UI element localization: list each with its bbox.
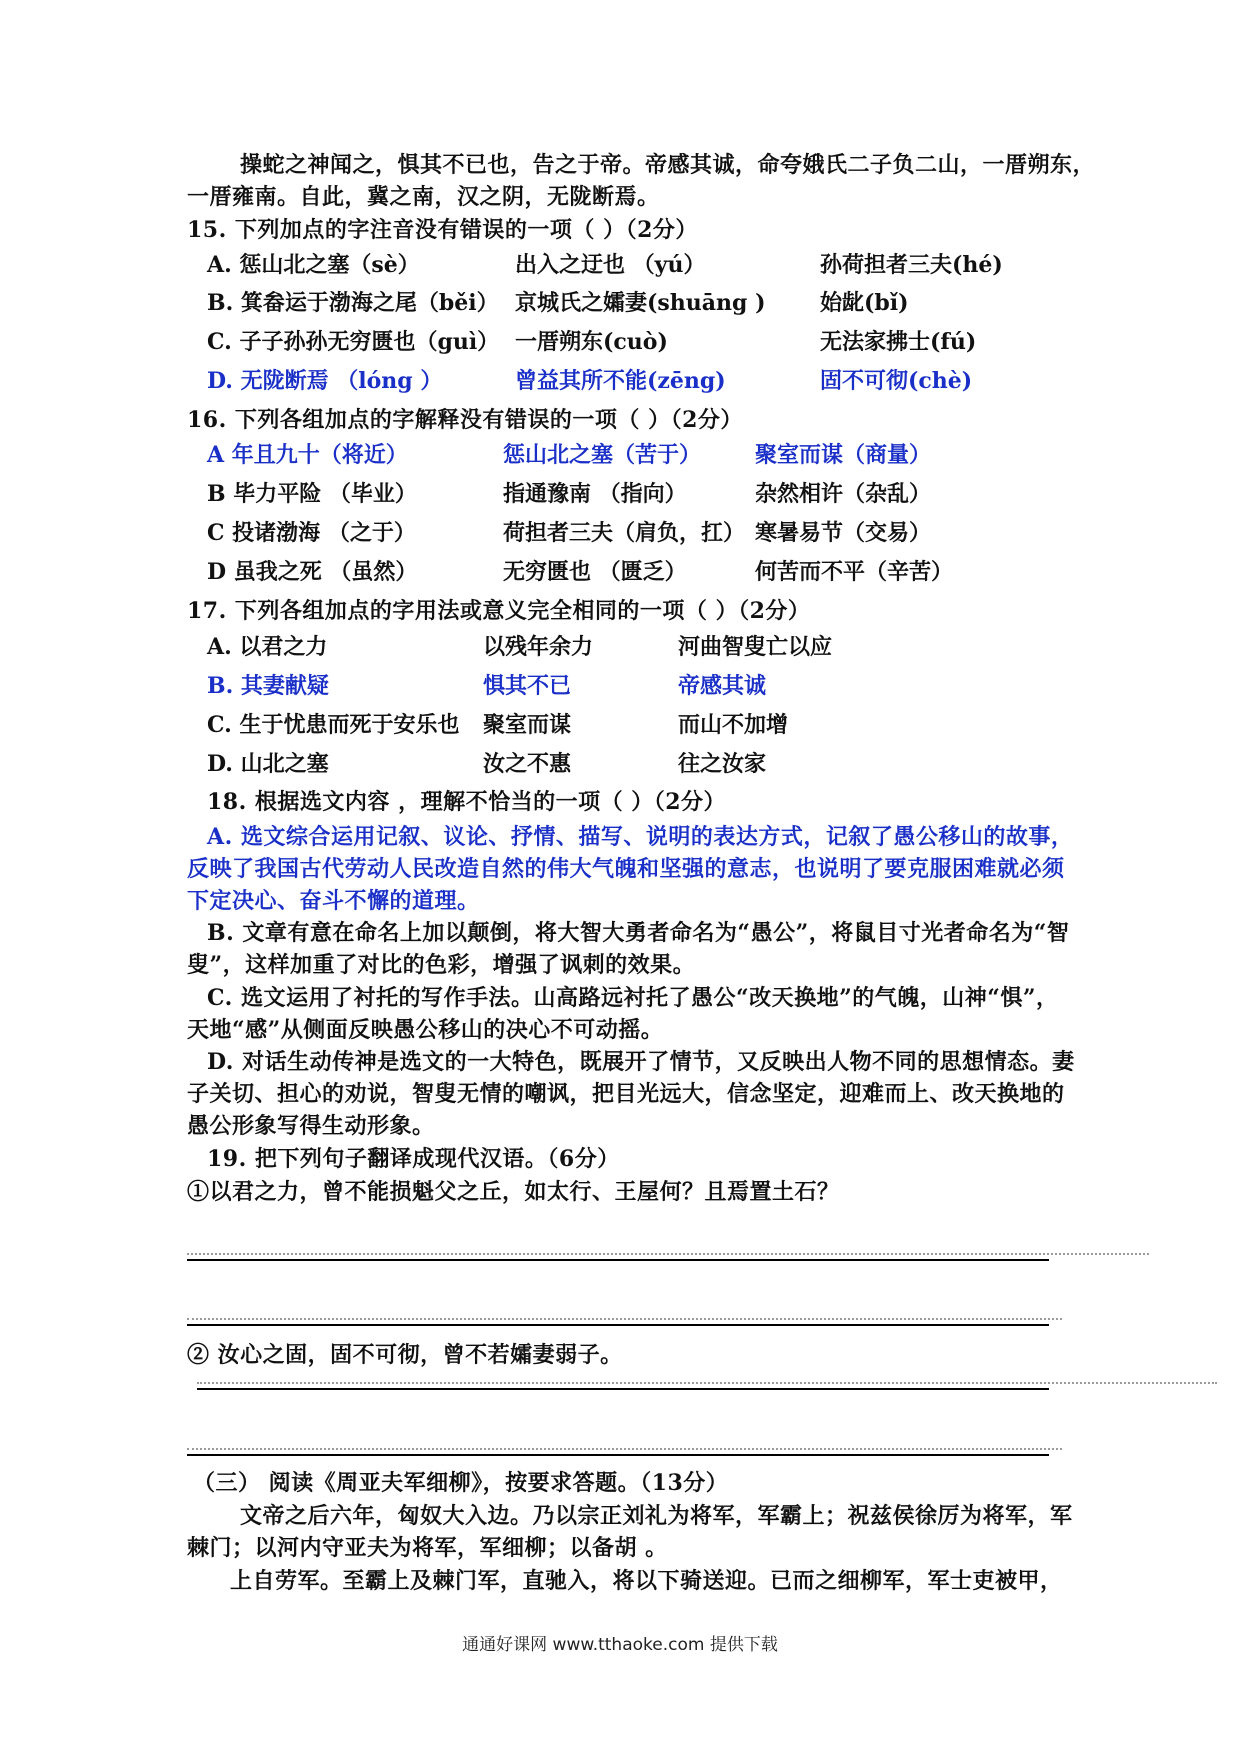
q18-a-line-2: 反映了我国古代劳动人民改造自然的伟大气魄和坚强的意志，也说明了要克服困难就必须: [187, 856, 1065, 882]
answer-guide-dots: [187, 1318, 1062, 1320]
q17-a-2: 以残年余力: [483, 634, 594, 660]
q15-c-2: 一厝朔东(cuò): [515, 329, 668, 355]
q17-c-3: 而山不加增: [678, 712, 789, 738]
answer-guide-dots: [197, 1382, 1217, 1384]
q16-a-3: 聚室而谋（商量）: [755, 442, 932, 468]
q16-b-1: B 毕力平险 （毕业）: [207, 481, 417, 507]
q18-stem: 18. 根据选文内容 ，理解不恰当的一项（ ）（2分）: [207, 789, 727, 815]
section-3-line-1: 文帝之后六年，匈奴大入边。乃以宗正刘礼为将军，军霸上；祝兹侯徐厉为将军，军: [240, 1503, 1073, 1529]
answer-line-4[interactable]: [187, 1454, 1049, 1456]
q17-d-1: D. 山北之塞: [207, 751, 329, 777]
q16-d-1: D 虽我之死 （虽然）: [207, 559, 418, 585]
q18-a-line-1: A. 选文综合运用记叙、议论、抒情、描写、说明的表达方式，记叙了愚公移山的故事，: [207, 824, 1074, 850]
q16-c-2: 荷担者三夫（肩负，扛）: [503, 520, 746, 546]
q18-c-line-1: C. 选文运用了衬托的写作手法。山高路远衬托了愚公“改天换地”的气魄，山神“惧”，: [207, 985, 1059, 1011]
answer-guide-dots: [187, 1253, 1149, 1255]
q16-c-3: 寒暑易节（交易）: [755, 520, 932, 546]
q17-a-1: A. 以君之力: [207, 634, 328, 660]
q17-b-2: 惧其不已: [483, 673, 572, 699]
q15-a-1: A. 惩山北之塞（sè）: [207, 252, 420, 278]
q17-d-2: 汝之不惠: [483, 751, 572, 777]
q17-stem: 17. 下列各组加点的字用法或意义完全相同的一项（ ）（2分）: [187, 598, 811, 624]
q17-d-3: 往之汝家: [678, 751, 767, 777]
q16-a-2: 惩山北之塞（苦于）: [503, 442, 702, 468]
q18-b-line-2: 叟”，这样加重了对比的色彩，增强了讽刺的效果。: [187, 952, 696, 978]
q15-stem: 15. 下列加点的字注音没有错误的一项（ ）（2分）: [187, 217, 698, 243]
answer-guide-dots: [187, 1448, 1062, 1450]
q16-c-1: C 投诸渤海 （之于）: [207, 520, 416, 546]
q15-b-1: B. 箕畚运于渤海之尾（běi）: [207, 290, 499, 316]
q19-sentence-2: ② 汝心之固，固不可彻，曾不若孀妻弱子。: [187, 1342, 623, 1368]
section-3-line-3: 上自劳军。至霸上及棘门军，直驰入，将以下骑送迎。已而之细柳军，军士吏被甲，: [230, 1568, 1063, 1594]
q18-d-line-1: D. 对话生动传神是选文的一大特色，既展开了情节，又反映出人物不同的思想情态。妻: [207, 1049, 1075, 1075]
q17-a-3: 河曲智叟亡以应: [678, 634, 833, 660]
section-3-heading: （三） 阅读《周亚夫军细柳》，按要求答题。（13分）: [193, 1470, 729, 1496]
section-3-line-2: 棘门；以河内守亚夫为将军，军细柳；以备胡 。: [187, 1535, 668, 1561]
q17-b-3: 帝感其诚: [678, 673, 767, 699]
q16-b-2: 指通豫南 （指向）: [503, 481, 687, 507]
q15-b-3: 始龀(bǐ): [820, 290, 909, 316]
q17-c-1: C. 生于忧患而死于安乐也: [207, 712, 460, 738]
q18-c-line-2: 天地“感”从侧面反映愚公移山的决心不可动摇。: [187, 1017, 664, 1043]
q18-b-line-1: B. 文章有意在命名上加以颠倒，将大智大勇者命名为“愚公”，将鼠目寸光者命名为“智: [207, 920, 1070, 946]
q16-d-3: 何苦而不平（辛苦）: [755, 559, 954, 585]
q18-d-line-2: 子关切、担心的劝说，智叟无情的嘲讽，把目光远大，信念坚定，迎难而上、改天换地的: [187, 1081, 1065, 1107]
q15-a-3: 孙荷担者三夫(hé): [820, 252, 1003, 278]
answer-line-3[interactable]: [197, 1388, 1049, 1390]
q19-sentence-1: ①以君之力，曾不能损魁父之丘，如太行、王屋何？且焉置土石？: [187, 1179, 840, 1205]
q15-b-2: 京城氏之孀妻(shuāng ): [515, 290, 766, 316]
q19-stem: 19. 把下列句子翻译成现代汉语。（6分）: [207, 1146, 620, 1172]
q15-a-2: 出入之迂也 （yú）: [515, 252, 706, 278]
q15-d-3: 固不可彻(chè): [820, 368, 973, 394]
q17-b-1: B. 其妻献疑: [207, 673, 329, 699]
passage-line-2: 一厝雍南。自此，冀之南，汉之阴，无陇断焉。: [187, 184, 660, 210]
q16-stem: 16. 下列各组加点的字解释没有错误的一项（ ）（2分）: [187, 407, 743, 433]
answer-line-1[interactable]: [187, 1259, 1049, 1261]
q18-a-line-3: 下定决心、奋斗不懈的道理。: [187, 888, 480, 914]
q18-d-line-3: 愚公形象写得生动形象。: [187, 1113, 435, 1139]
q16-d-2: 无穷匮也 （匮乏）: [503, 559, 687, 585]
q15-d-1: D. 无陇断焉 （lóng ）: [207, 368, 443, 394]
passage-line-1: 操蛇之神闻之，惧其不已也，告之于帝。帝感其诚，命夸娥氏二子负二山，一厝朔东，: [240, 152, 1096, 178]
page-footer: 通通好课网 www.tthaoke.com 提供下载: [462, 1635, 778, 1655]
q15-d-2: 曾益其所不能(zēng): [515, 368, 726, 394]
q15-c-3: 无法家拂士(fú): [820, 329, 977, 355]
q16-a-1: A 年且九十（将近）: [207, 442, 408, 468]
q15-c-1: C. 子子孙孙无穷匮也（guì）: [207, 329, 500, 355]
q17-c-2: 聚室而谋: [483, 712, 572, 738]
q16-b-3: 杂然相许（杂乱）: [755, 481, 932, 507]
answer-line-2[interactable]: [187, 1324, 1049, 1326]
